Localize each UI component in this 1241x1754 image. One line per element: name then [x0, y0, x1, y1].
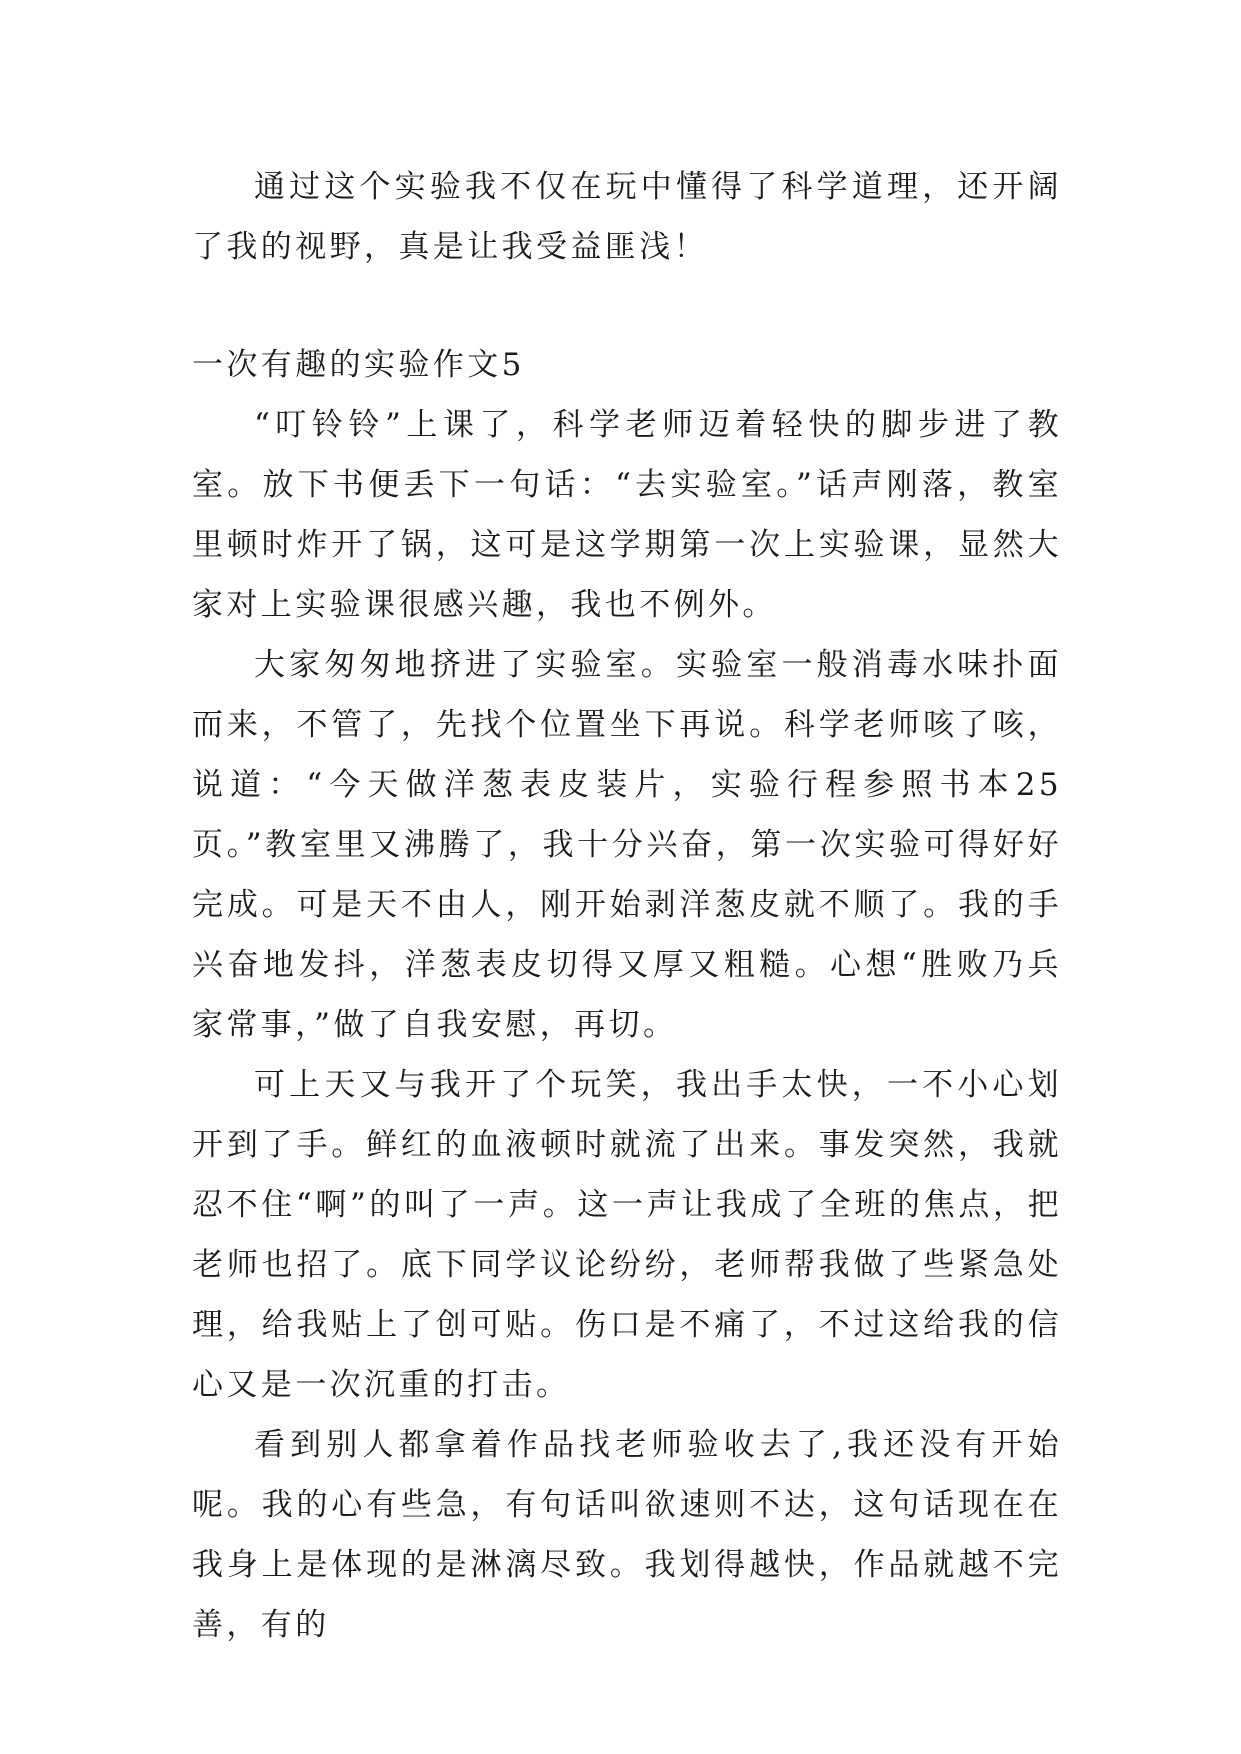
intro-paragraph: 通过这个实验我不仅在玩中懂得了科学道理，还开阔了我的视野，真是让我受益匪浅！ [192, 169, 1062, 265]
paragraph: 大家匆匆地挤进了实验室。实验室一般消毒水味扑面而来，不管了，先找个位置坐下再说。科学老师咳了咳，说道：“今天做洋葱表皮装片，实验行程参照书本25页。”教室里又沸腾了，我十分兴奋，第一次实验可得好好完成。可是天不由人，刚开始剥洋葱皮就不顺了。我的手兴奋地发抖，洋葱表皮切得又厚又粗糙。心想“胜败乃兵家常事，”做了自我安慰，再切。 [192, 647, 1062, 1043]
section-title: 一次有趣的实验作文5 [192, 347, 525, 383]
essay-section [192, 335, 1062, 1655]
paragraph: “叮铃铃”上课了，科学老师迈着轻快的脚步进了教室。放下书便丢下一句话：“去实验室。”话声刚落，教室里顿时炸开了锅，这可是这学期第一次上实验课，显然大家对上实验课很感兴趣，我也不例外。 [192, 407, 1062, 623]
paragraph: 可上天又与我开了个玩笑，我出手太快，一不小心划开到了手。鲜红的血液顿时就流了出来。事发突然，我就忍不住“啊”的叫了一声。这一声让我成了全班的焦点，把老师也招了。底下同学议论纷纷，老师帮我做了些紧急处理，给我贴上了创可贴。伤口是不痛了，不过这给我的信心又是一次沉重的打击。 [192, 1067, 1062, 1403]
intro-section [192, 157, 1062, 277]
paragraph: 看到别人都拿着作品找老师验收去了,我还没有开始呢。我的心有些急，有句话叫欲速则不达，这句话现在在我身上是体现的是淋漓尽致。我划得越快，作品就越不完善，有的 [192, 1427, 1062, 1643]
